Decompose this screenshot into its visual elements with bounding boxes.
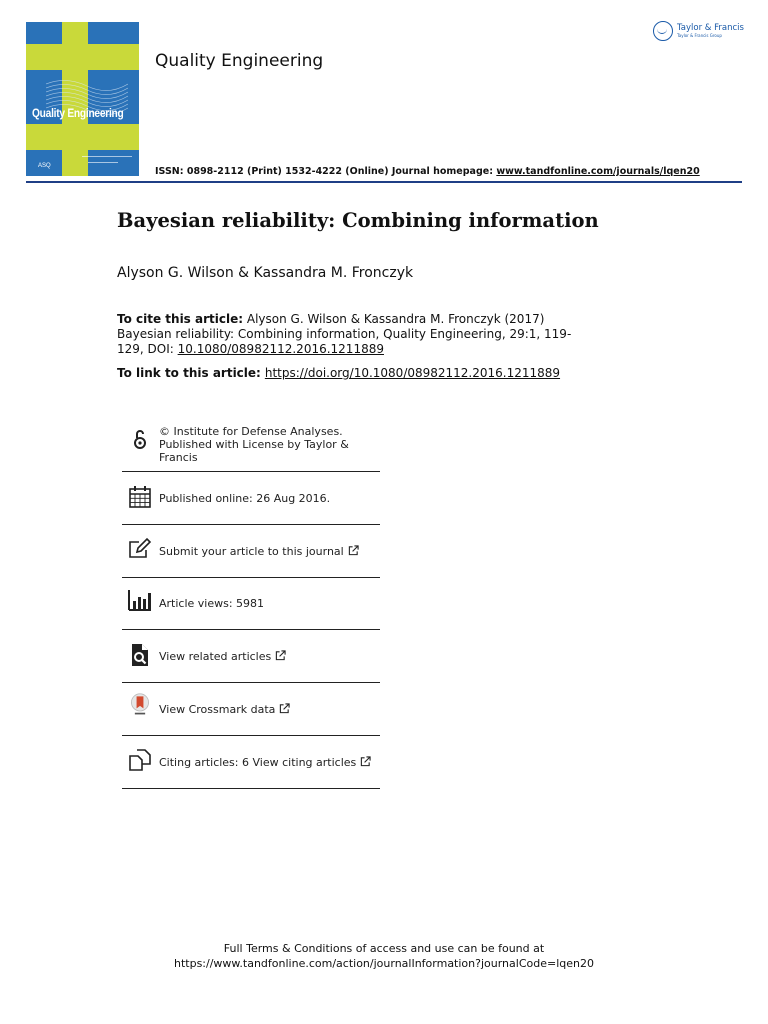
license-text: © Institute for Defense Analyses. Published with License by Taylor & Francis [159, 425, 349, 464]
submit-article-link[interactable]: Submit your article to this journal [159, 544, 344, 558]
crossmark-row[interactable] [122, 683, 380, 736]
publisher-logo-name: Taylor & Francis [677, 23, 744, 34]
article-link-line [117, 366, 560, 380]
open-access-icon [128, 428, 152, 452]
crossmark-icon [128, 693, 152, 717]
article-doi-url[interactable]: https://doi.org/10.1080/08982112.2016.1211889 [264, 366, 561, 380]
article-info-list [122, 418, 380, 789]
header-divider [26, 181, 742, 183]
related-articles-link[interactable]: View related articles [159, 649, 272, 663]
article-views-row [122, 578, 380, 630]
article-authors: Alyson G. Wilson & Kassandra M. Fronczyk [117, 265, 414, 281]
external-link-icon [360, 756, 371, 767]
publisher-logo[interactable] [653, 21, 744, 41]
bar-chart-icon [128, 588, 152, 612]
external-link-icon [279, 703, 290, 714]
issn-line [155, 166, 700, 177]
journal-title: Quality Engineering [155, 51, 324, 71]
external-link-icon [275, 650, 286, 661]
terms-line-1: Full Terms & Conditions of access and use can be found at [223, 942, 545, 955]
citation-block [117, 312, 577, 357]
citation-text: Alyson G. Wilson & Kassandra M. Fronczyk (2017) Bayesian reliability: Combining information, Quality Engineering, 29:1, 119-129, DOI: [117, 312, 572, 356]
crossmark-link[interactable]: View Crossmark data [159, 702, 276, 716]
cover-title: Quality Engineering [32, 106, 124, 120]
citing-articles-row[interactable] [122, 736, 380, 789]
terms-url[interactable]: https://www.tandfonline.com/action/journalInformation?journalCode=lqen20 [174, 957, 594, 970]
published-online-text: Published online: 26 Aug 2016. [159, 491, 331, 505]
document-search-icon [128, 643, 152, 667]
journal-homepage-link[interactable]: www.tandfonline.com/journals/lqen20 [496, 166, 700, 177]
article-views-text: Article views: 5981 [159, 597, 265, 610]
external-link-icon [348, 545, 359, 556]
cover-publisher-mark: ASQ [38, 163, 51, 169]
terms-footer [0, 941, 768, 971]
citation-label: To cite this article: [117, 312, 244, 326]
related-articles-row[interactable] [122, 630, 380, 683]
citing-articles-icon [128, 748, 152, 772]
issn-text: ISSN: 0898-2112 (Print) 1532-4222 (Online) Journal homepage: [155, 166, 497, 177]
edit-icon [128, 537, 152, 561]
article-title: Bayesian reliability: Combining information [117, 209, 599, 232]
calendar-icon [128, 485, 152, 509]
article-link-label: To link to this article: [117, 366, 261, 380]
citing-articles-link[interactable]: Citing articles: 6 View citing articles [159, 755, 357, 769]
taylor-francis-logo-icon [653, 21, 673, 41]
published-online-row [122, 472, 380, 525]
submit-article-row[interactable] [122, 525, 380, 578]
license-row [122, 418, 380, 472]
journal-cover-image [26, 22, 139, 176]
citation-doi-link[interactable]: 10.1080/08982112.2016.1211889 [177, 342, 384, 356]
publisher-logo-sub: Taylor & Francis Group [677, 32, 722, 38]
